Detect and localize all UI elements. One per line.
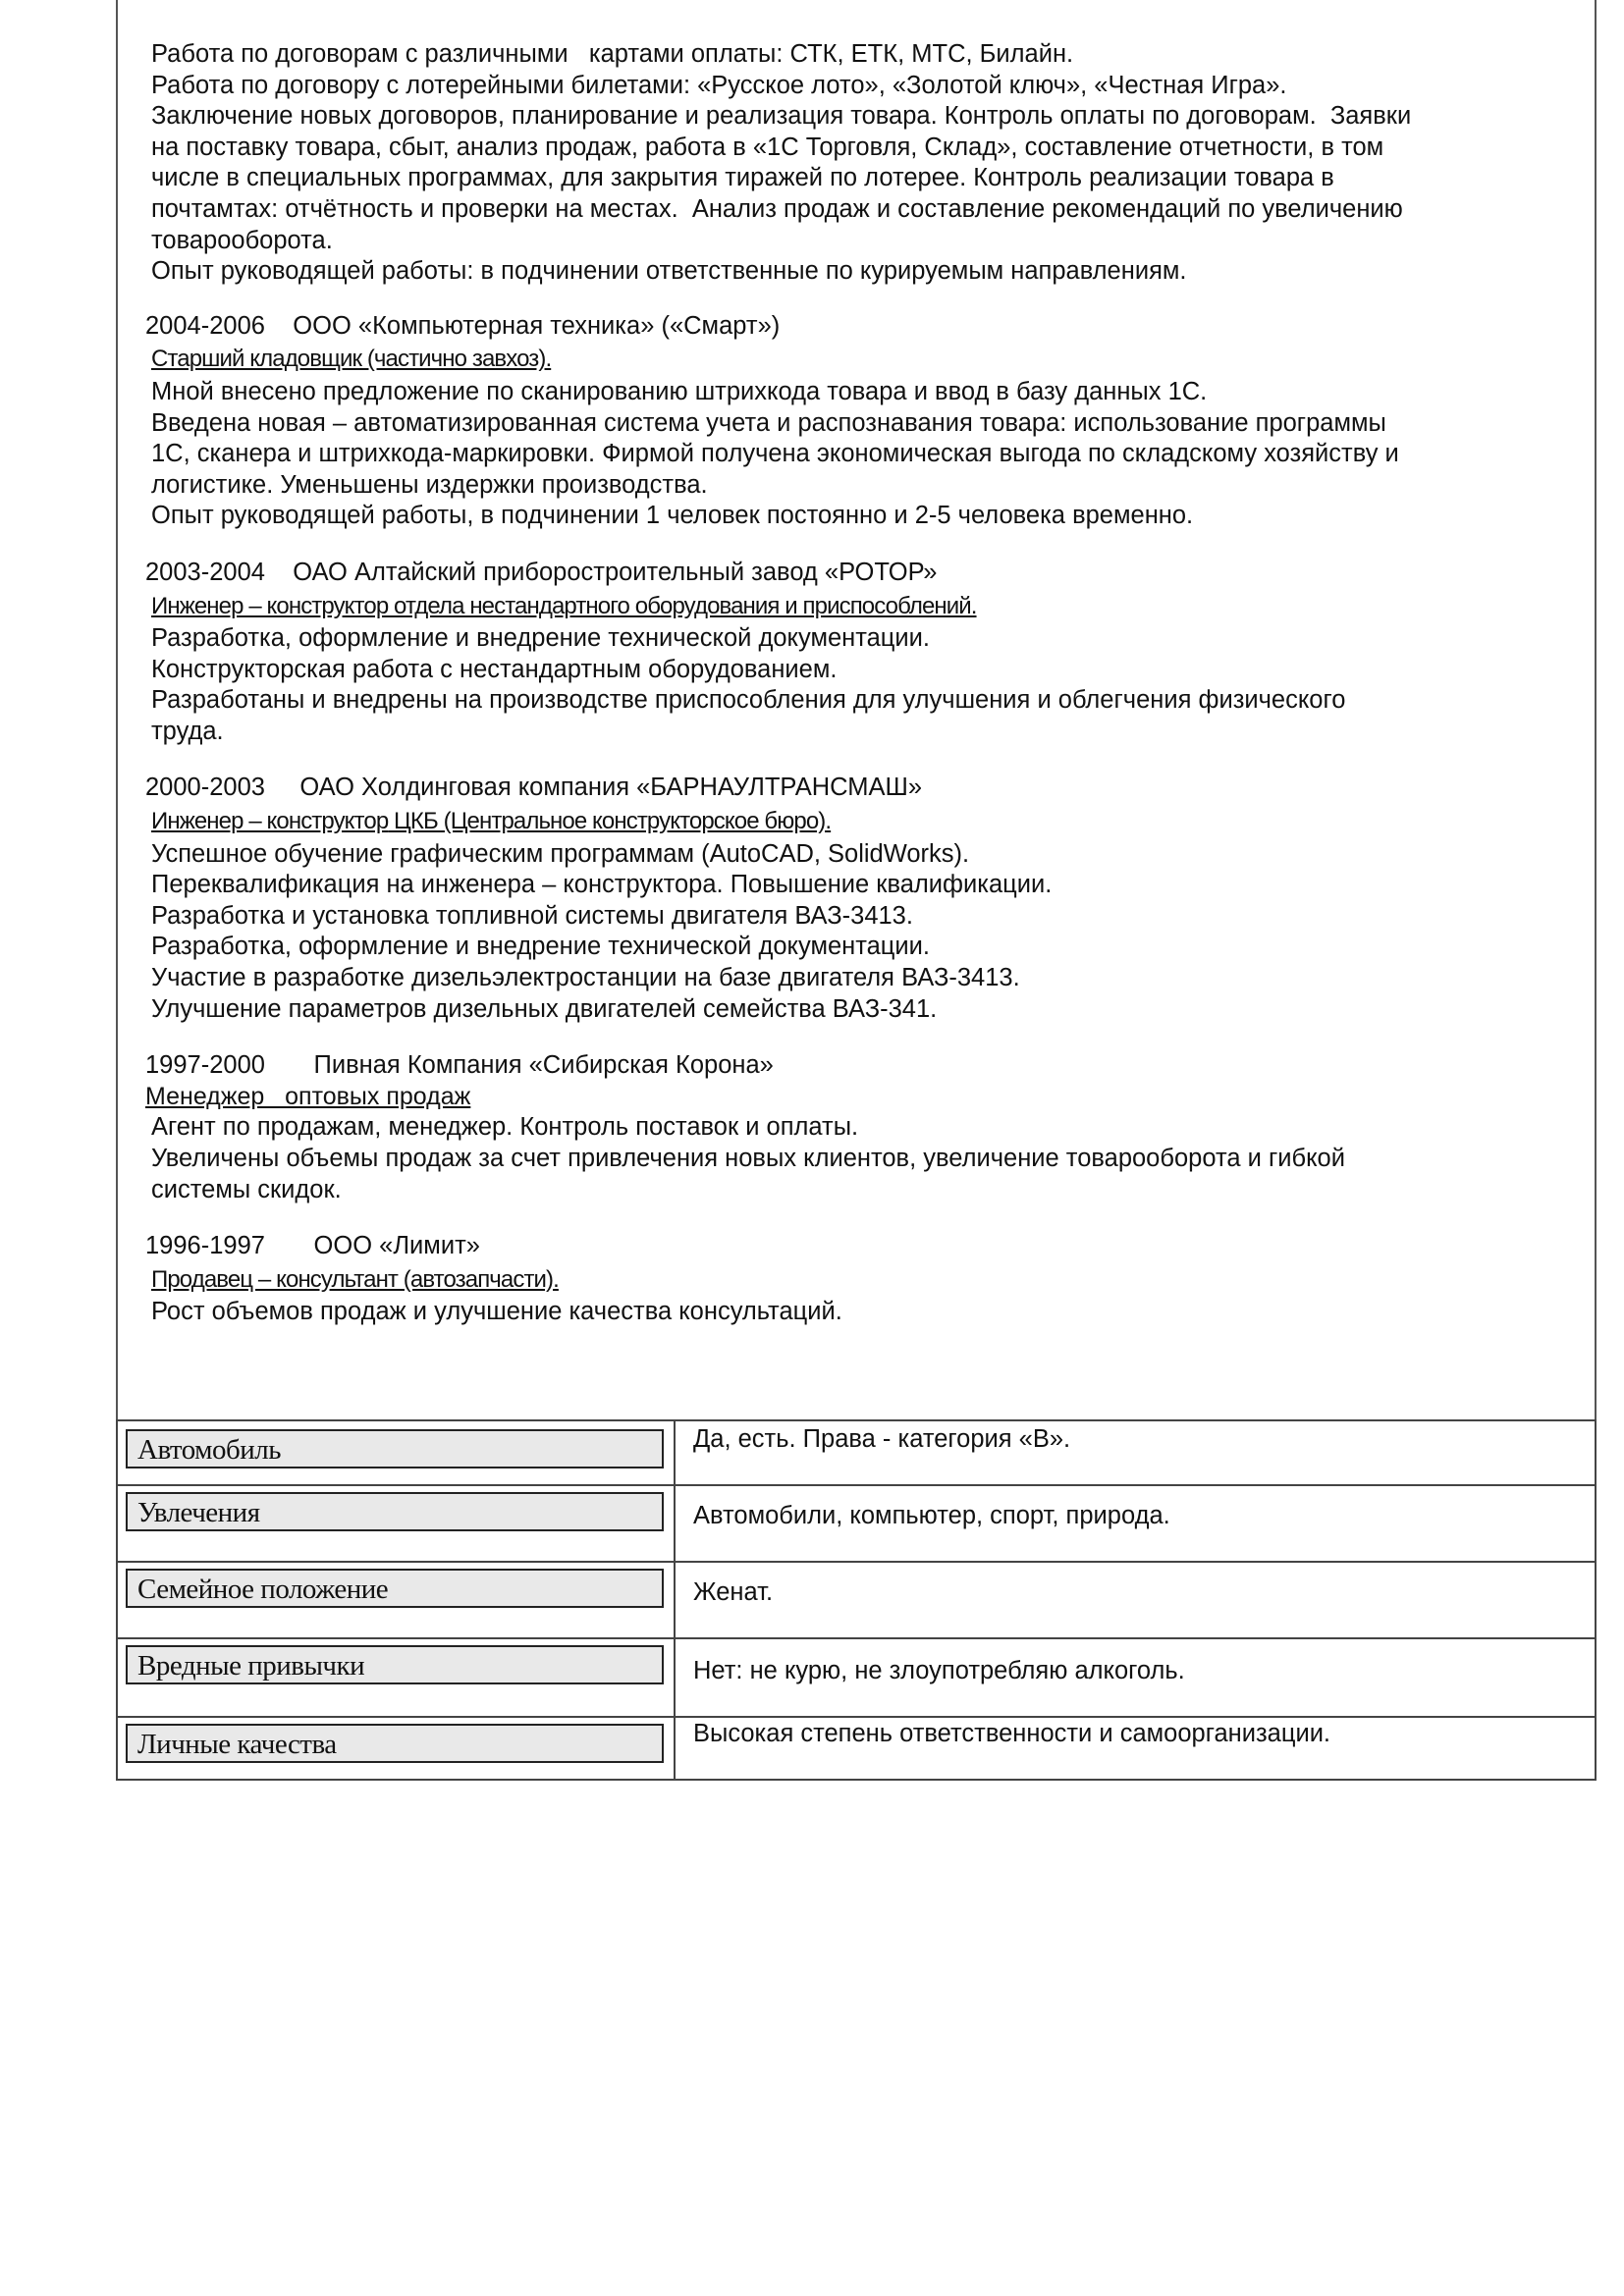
table-row	[117, 1485, 1596, 1562]
job-period: 2000-2003	[145, 774, 265, 802]
job-line: Успешное обучение графическим программам (AutoCAD, SolidWorks).	[151, 839, 970, 868]
job-header	[145, 558, 1565, 589]
job-line: Разработаны и внедрены на производстве приспособления для улучшения и облегчения физического	[151, 686, 1346, 715]
job-company: ОАО Холдинговая компания «БАРНАУЛТРАНСМАШ»	[299, 774, 923, 802]
job-line: Опыт руководящей работы, в подчинении 1 человек постоянно и 2-5 человека временно.	[151, 502, 1194, 530]
job-company: ОАО Алтайский приборостроительный завод «РОТОР»	[293, 558, 938, 586]
table-row	[117, 1717, 1596, 1780]
table-label-cell	[117, 1638, 675, 1717]
row-value: Высокая степень ответственности и самоорганизации.	[693, 1720, 1331, 1747]
job-title-rest: ЦКБ (Центральное конструкторское бюро).	[388, 808, 832, 835]
row-value: Да, есть. Права - категория «В».	[693, 1425, 1071, 1453]
job-entry	[145, 1050, 1565, 1205]
row-value: Женат.	[693, 1578, 774, 1606]
table-value-cell	[675, 1420, 1596, 1485]
job-line: системы скидок.	[151, 1175, 342, 1203]
intro-line: товарооборота.	[151, 226, 333, 254]
row-label: Личные качества	[126, 1724, 664, 1763]
job-title: Старший кладовщик (частично завхоз).	[151, 346, 552, 373]
table-row	[117, 1420, 1596, 1485]
job-company: ООО «Компьютерная техника» («Смарт»)	[293, 311, 781, 340]
job-entry	[145, 558, 1565, 748]
job-line: Разработка, оформление и внедрение технической документации.	[151, 624, 930, 653]
job-title: Инженер – конструктор отдела нестандартного оборудования и приспособлений.	[151, 592, 977, 619]
table-label-cell	[117, 1485, 675, 1562]
job-title-underlined: Инженер – конструктор	[151, 808, 389, 835]
job-line: Увеличены объемы продаж за счет привлечения новых клиентов, увеличение товарооборота и гибкой	[151, 1145, 1345, 1172]
table-row	[117, 1562, 1596, 1638]
job-entry	[145, 311, 1565, 532]
table-value-cell	[675, 1562, 1596, 1638]
table-value-cell	[675, 1717, 1596, 1780]
intro-block	[151, 39, 1565, 288]
intro-line: числе в специальных программах, для закрытия тиражей по лотерее. Контроль реализации товара в	[151, 164, 1334, 192]
job-period: 2004-2006	[145, 311, 265, 340]
job-company: Пивная Компания «Сибирская Корона»	[313, 1051, 774, 1080]
job-title: Продавец – консультант (автозапчасти).	[151, 1265, 559, 1293]
job-line: Разработка и установка топливной системы двигателя ВАЗ-3413.	[151, 901, 913, 930]
job-company: ООО «Лимит»	[313, 1232, 480, 1260]
row-value: Автомобили, компьютер, спорт, природа.	[693, 1502, 1170, 1529]
table-row	[117, 1638, 1596, 1717]
intro-line: Работа по договору с лотерейными билетами: «Русское лото», «Золотой ключ», «Честная Игра».	[151, 71, 1287, 99]
job-line: Мной внесено предложение по сканированию штрихкода товара и ввод в базу данных 1С.	[151, 377, 1208, 405]
job-line: Конструкторская работа с нестандартным оборудованием.	[151, 655, 838, 683]
table-value-cell	[675, 1638, 1596, 1717]
row-label: Вредные привычки	[126, 1645, 664, 1684]
job-entry	[145, 773, 1565, 1025]
table-label-cell	[117, 1717, 675, 1780]
job-line: Введена новая – автоматизированная система учета и распознавания товара: использование программы	[151, 408, 1386, 437]
job-line: труда.	[151, 717, 224, 745]
job-entry	[145, 1231, 1565, 1328]
table-value-cell	[675, 1485, 1596, 1562]
intro-line: Заключение новых договоров, планирование и реализация товара. Контроль оплаты по договорам. Заявки	[151, 102, 1412, 131]
job-line: логистике. Уменьшены издержки производства.	[151, 470, 708, 499]
job-line: Агент по продажам, менеджер. Контроль поставок и оплаты.	[151, 1113, 859, 1142]
job-title: Менеджер оптовых продаж	[145, 1082, 471, 1110]
row-value: Нет: не курю, не злоупотребляю алкоголь.	[693, 1657, 1185, 1684]
row-label: Увлечения	[126, 1492, 664, 1531]
intro-line: почтамтах: отчётность и проверки на местах. Анализ продаж и составление рекомендаций по увеличению	[151, 194, 1403, 223]
job-title	[151, 806, 1565, 837]
job-line: Улучшение параметров дизельных двигателей семейства ВАЗ-341.	[151, 994, 938, 1023]
job-line: Переквалификация на инженера – конструктора. Повышение квалификации.	[151, 871, 1053, 899]
table-label-cell	[117, 1562, 675, 1638]
row-label: Автомобиль	[126, 1429, 664, 1468]
job-header	[145, 1050, 1565, 1082]
job-line: Разработка, оформление и внедрение технической документации.	[151, 933, 930, 961]
intro-line: Работа по договорам с различными картами оплаты: СТК, ЕТК, МТС, Билайн.	[151, 40, 1074, 68]
job-period: 1996-1997	[145, 1232, 265, 1260]
resume-page	[116, 0, 1597, 1419]
intro-line: на поставку товара, сбыт, анализ продаж, работа в «1С Торговля, Склад», составление отчетности, в том	[151, 133, 1384, 161]
table-label-cell	[117, 1420, 675, 1485]
row-label: Семейное положение	[126, 1569, 664, 1608]
job-period: 1997-2000	[145, 1051, 265, 1080]
job-period: 2003-2004	[145, 558, 265, 586]
job-line: Участие в разработке дизельэлектростанции на базе двигателя ВАЗ-3413.	[151, 964, 1020, 992]
job-header	[145, 311, 1565, 343]
intro-line: Опыт руководящей работы: в подчинении ответственные по курируемым направлениям.	[151, 257, 1187, 286]
job-line: 1С, сканера и штрихкода-маркировки. Фирмой получена экономическая выгода по складскому хозяйству и	[151, 440, 1399, 468]
job-header	[145, 1231, 1565, 1262]
job-line: Рост объемов продаж и улучшение качества консультаций.	[151, 1298, 842, 1326]
job-header	[145, 773, 1565, 804]
personal-info-table	[116, 1419, 1597, 1781]
resume-content	[145, 39, 1565, 1328]
